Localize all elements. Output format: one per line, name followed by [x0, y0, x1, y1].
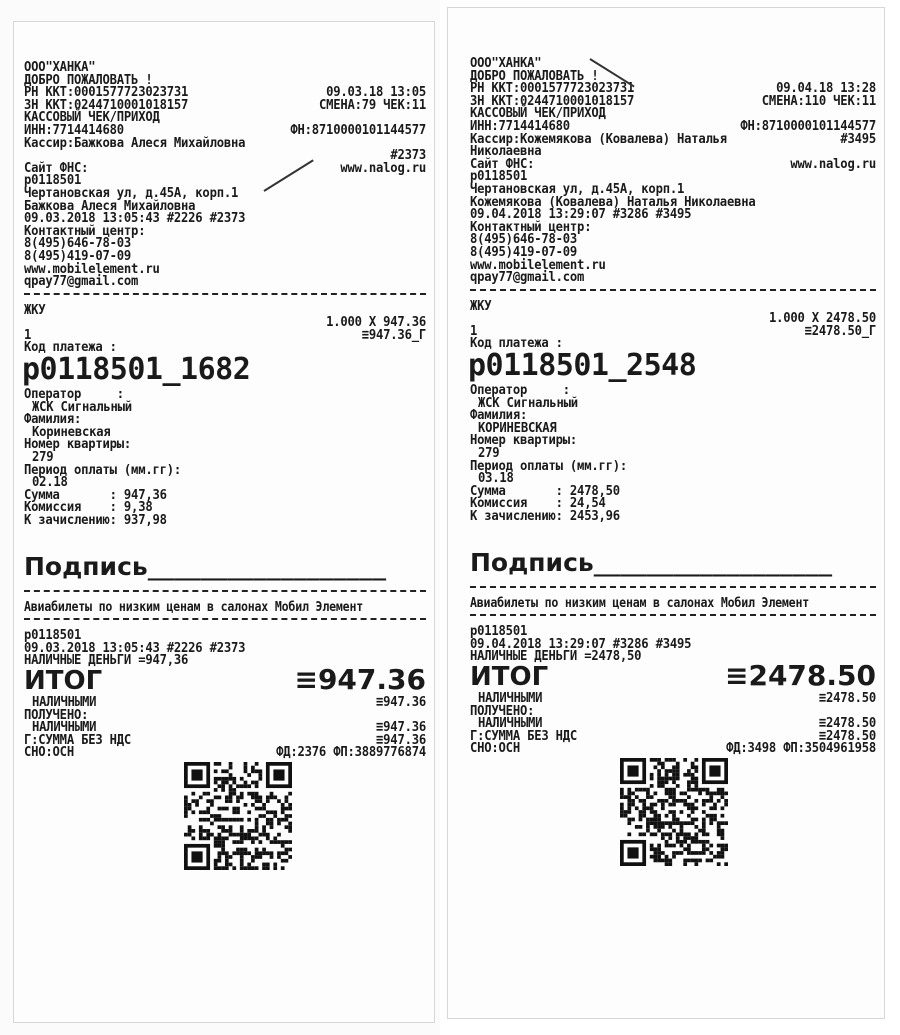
advert-text: Авиабилеты по низким ценам в салонах Мобил Элемент [470, 594, 810, 611]
point-code: р0118501 [24, 172, 82, 188]
receipt-datetime: 09.04.18 13:28 [776, 80, 876, 96]
divider [470, 586, 876, 588]
cashier-full: Бажкова Алеся Михайловна [24, 197, 196, 214]
fns-label: Сайт ФНС: [24, 159, 89, 176]
period-label: Период оплаты (мм.гг): [24, 461, 182, 478]
received-cash-value: ≡2478.50 [818, 715, 876, 731]
divider [470, 614, 876, 616]
vat-label: Г:СУММА БЕЗ НДС [24, 731, 132, 748]
point-code-2: р0118501 [470, 623, 528, 639]
receipt-april [448, 8, 884, 1018]
surname-label: Фамилия: [470, 407, 528, 423]
check-type: КАССОВЫЙ ЧЕК/ПРИХОД [470, 105, 606, 121]
cashier: Кассир:Кожемякова (Ковалева) Наталья [470, 130, 727, 147]
fns-label: Сайт ФНС: [470, 155, 535, 172]
cash-line: НАЛИЧНЫЕ ДЕНЬГИ =2478,50 [470, 648, 642, 664]
contact-label: Контактный центр: [24, 222, 146, 239]
email: qpay77@gmail.com [470, 268, 585, 285]
point-code: р0118501 [470, 168, 528, 184]
phone-2: 8(495)419-07-09 [470, 243, 578, 260]
receipt-march [14, 22, 434, 1022]
fd-fp: ФД:2376 ФП:3889776874 [276, 744, 426, 760]
item-name: ЖКУ [24, 301, 46, 318]
cash-line: НАЛИЧНЫЕ ДЕНЬГИ =947,36 [24, 652, 189, 668]
fiscal-row [24, 745, 426, 759]
item-number: 1 [24, 326, 32, 343]
address: Чертановская ул, д.45А, корп.1 [470, 180, 685, 197]
sno: СНО:ОСН [470, 740, 520, 756]
vat-value: ≡2478.50 [818, 727, 876, 744]
surname-value: КОРИНЕВСКАЯ [478, 419, 557, 436]
operator-value: ЖСК Сигнальный [478, 394, 578, 411]
zn-kkt: ЗН ККТ:0244710001018157 [24, 96, 189, 113]
divider [24, 590, 426, 592]
pay-code-label: Код платежа : [470, 335, 563, 352]
receipt-body [448, 8, 884, 870]
item-total: ≡2478.50_Г [804, 322, 876, 339]
apartment-label: Номер квартиры: [470, 432, 578, 448]
welcome-text: ДОБРО ПОЖАЛОВАТЬ ! [24, 71, 153, 88]
commission-line: Комиссия : 9,38 [24, 499, 153, 515]
received-cash-label: НАЛИЧНЫМИ [478, 715, 543, 731]
timestamp-line: 09.04.2018 13:29:07 #3286 #3495 [470, 206, 692, 222]
company-name: ООО"ХАНКА" [470, 54, 542, 71]
fns-site: www.nalog.ru [790, 155, 876, 172]
website: www.mobilelement.ru [470, 256, 606, 273]
phone-2: 8(495)419-07-09 [24, 247, 132, 264]
fns-site: www.nalog.ru [340, 159, 426, 176]
total-value: ≡947.36 [294, 662, 426, 696]
qty-price: 1.000 X 2478.50 [768, 310, 876, 326]
cash-value: ≡2478.50 [818, 689, 876, 706]
cash-label: НАЛИЧНЫМИ [32, 693, 97, 710]
timestamp-line-2: 09.03.2018 13:05:43 #2226 #2373 [24, 639, 246, 656]
qr-code [184, 762, 292, 870]
apartment-label: Номер квартиры: [24, 436, 132, 452]
doc-number: #3495 [840, 130, 876, 147]
operator-label: Оператор : [24, 385, 124, 402]
fiscal-row [470, 741, 876, 755]
phone-1: 8(495)646-78-03 [470, 231, 578, 247]
payment-code: р0118501_2548 [468, 348, 697, 384]
point-code-2: р0118501 [24, 627, 82, 643]
cashier-continued: Николаевна [470, 143, 542, 159]
vat-label: Г:СУММА БЕЗ НДС [470, 727, 578, 744]
shift-check: СМЕНА:110 ЧЕК:11 [761, 92, 876, 109]
commission-line: Комиссия : 24,54 [470, 495, 606, 511]
total-label: ИТОГ [470, 661, 549, 692]
operator-value: ЖСК Сигнальный [32, 398, 132, 415]
signature-line: Подпись__________________ [24, 551, 387, 581]
pay-code-label: Код платежа : [24, 339, 117, 356]
total-value: ≡2478.50 [725, 658, 876, 692]
cashier-full: Кожемякова (Ковалева) Наталья Николаевна [470, 193, 756, 210]
item-number: 1 [470, 322, 478, 339]
surname-value: Кориневская [32, 423, 111, 440]
credit-line: К зачислению: 937,98 [24, 511, 167, 528]
fn: ФН:8710000101144577 [290, 121, 426, 138]
timestamp-line-2: 09.04.2018 13:29:07 #3286 #3495 [470, 635, 692, 652]
sum-line: Сумма : 2478,50 [470, 482, 620, 499]
received-label: ПОЛУЧЕНО: [470, 702, 535, 719]
advert-text: Авиабилеты по низким ценам в салонах Мобил Элемент [24, 598, 364, 615]
receipt-body [14, 22, 434, 874]
received-label: ПОЛУЧЕНО: [24, 706, 89, 723]
vat-value: ≡947.36 [376, 731, 426, 748]
shift-check: СМЕНА:79 ЧЕК:11 [318, 96, 426, 113]
total-row [24, 662, 426, 696]
rn-kkt: РН ККТ:0001577723023731 [24, 84, 189, 100]
cash-label: НАЛИЧНЫМИ [478, 689, 543, 706]
check-type: КАССОВЫЙ ЧЕК/ПРИХОД [24, 109, 160, 125]
divider [24, 618, 426, 620]
period-label: Период оплаты (мм.гг): [470, 457, 628, 474]
credit-line: К зачислению: 2453,96 [470, 507, 620, 524]
surname-label: Фамилия: [24, 411, 82, 427]
period-value: 03.18 [478, 470, 514, 486]
cash-value: ≡947.36 [376, 693, 426, 710]
received-cash-value: ≡947.36 [376, 719, 426, 735]
signature-label: Подпись [24, 551, 148, 581]
received-cash-label: НАЛИЧНЫМИ [32, 719, 97, 735]
operator-label: Оператор : [470, 381, 570, 398]
zn-kkt: ЗН ККТ:0244710001018157 [470, 92, 635, 109]
apartment-value: 279 [478, 444, 500, 461]
doc-number: #2373 [390, 147, 426, 163]
fd-fp: ФД:3498 ФП:3504961958 [726, 740, 876, 756]
apartment-value: 279 [32, 448, 54, 465]
rn-kkt: РН ККТ:0001577723023731 [470, 80, 635, 96]
divider [470, 289, 876, 291]
welcome-text: ДОБРО ПОЖАЛОВАТЬ ! [470, 67, 599, 84]
signature-line: Подпись__________________ [470, 547, 833, 577]
contact-label: Контактный центр: [470, 218, 592, 235]
email: qpay77@gmail.com [24, 272, 139, 289]
total-row [470, 658, 876, 692]
sno: СНО:ОСН [24, 744, 74, 760]
qty-price: 1.000 X 947.36 [326, 314, 426, 330]
inn: ИНН:7714414680 [470, 117, 570, 134]
address: Чертановская ул, д.45А, корп.1 [24, 184, 239, 201]
signature-label: Подпись [470, 547, 594, 577]
qr-code [620, 758, 728, 866]
inn: ИНН:7714414680 [24, 121, 124, 138]
payment-code: р0118501_1682 [22, 352, 251, 388]
receipt-datetime: 09.03.18 13:05 [326, 84, 426, 100]
item-name: ЖКУ [470, 297, 492, 314]
period-value: 02.18 [32, 474, 68, 490]
divider [24, 293, 426, 295]
cashier: Кассир:Бажкова Алеся Михайловна [24, 134, 246, 151]
sum-line: Сумма : 947,36 [24, 486, 167, 503]
timestamp-line: 09.03.2018 13:05:43 #2226 #2373 [24, 210, 246, 226]
website: www.mobilelement.ru [24, 260, 160, 277]
total-label: ИТОГ [24, 665, 103, 696]
company-name: ООО"ХАНКА" [24, 58, 96, 75]
phone-1: 8(495)646-78-03 [24, 235, 132, 251]
fn: ФН:8710000101144577 [740, 117, 876, 134]
item-total: ≡947.36_Г [361, 326, 426, 343]
